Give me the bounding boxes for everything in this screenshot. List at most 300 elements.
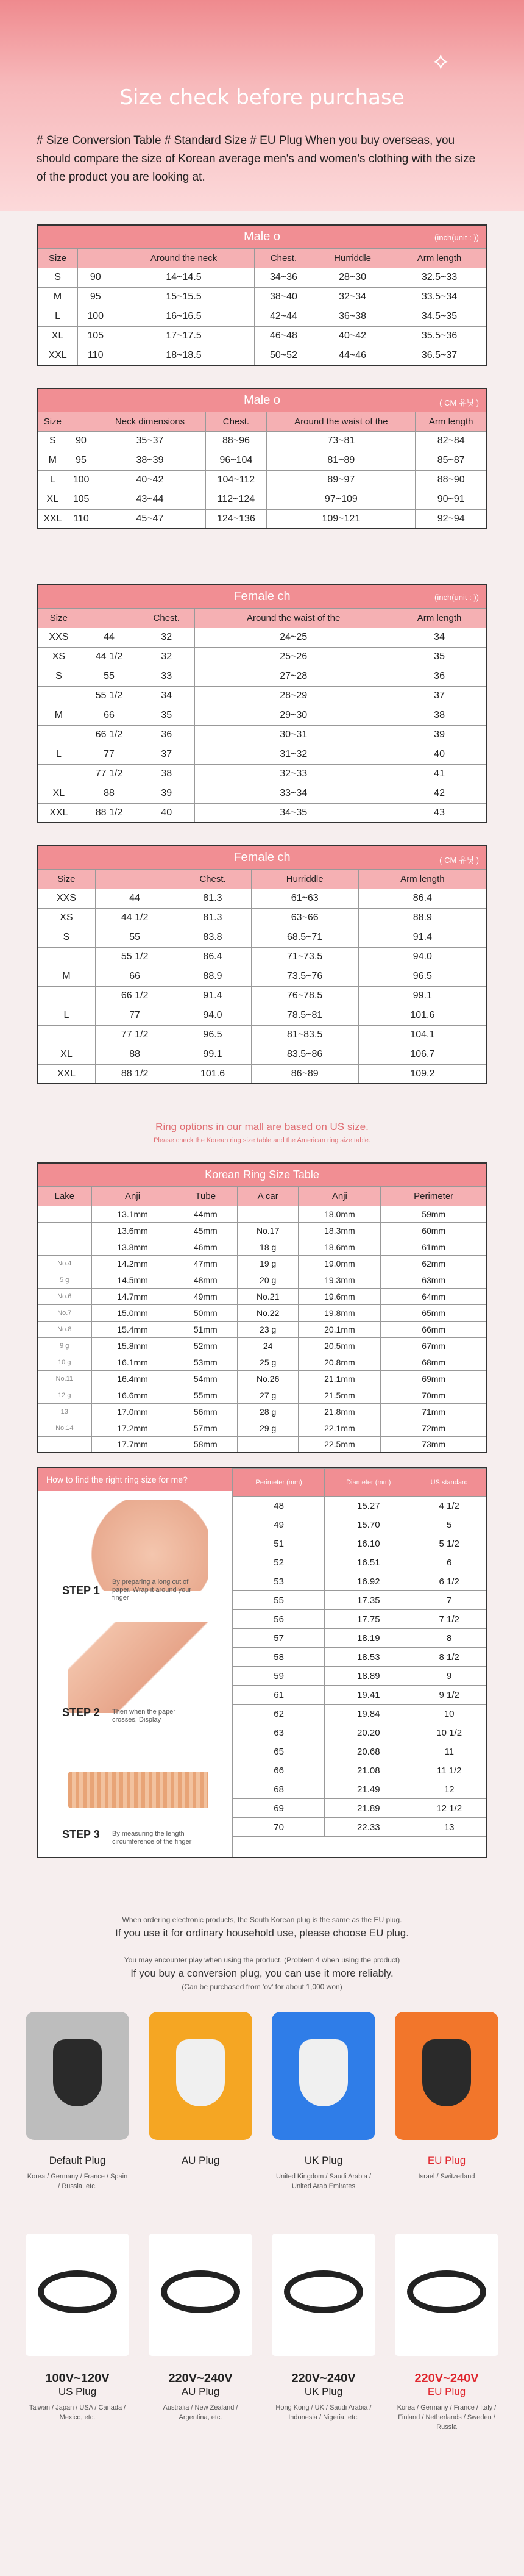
table-row [233, 1667, 486, 1686]
table-row [233, 1648, 486, 1667]
eu-plug-image [395, 2012, 498, 2140]
cable-card-us [26, 2234, 129, 2432]
table-cell: 73.5~76 [251, 967, 358, 986]
table-row [37, 1288, 487, 1304]
table-cell: 59mm [381, 1206, 487, 1222]
step-3 [38, 1735, 232, 1857]
table-row [233, 1534, 486, 1553]
uk-plug-image [272, 2012, 375, 2140]
table-cell: 28 g [237, 1403, 298, 1420]
table-cell: 55 1/2 [80, 686, 138, 706]
table-cell: 18.53 [325, 1648, 412, 1667]
table-cell: 90 [78, 268, 113, 287]
column-header: Neck dimensions [94, 412, 205, 431]
table-cell: 40 [138, 803, 195, 823]
column-header: Size [37, 412, 68, 431]
table-cell: 73~81 [267, 431, 416, 451]
table-cell: No.11 [37, 1370, 91, 1387]
table-cell: 101.6 [174, 1064, 251, 1084]
table-cell: 71~73.5 [251, 947, 358, 967]
cable-types [0, 2191, 524, 2432]
cable-name: US Plug [58, 2386, 97, 2397]
male-cm-table [37, 388, 487, 529]
plug-info [0, 1858, 524, 2012]
plug-icon [176, 2039, 225, 2106]
table-cell: 17.0mm [91, 1403, 174, 1420]
ring-intro [0, 1084, 524, 1156]
table-cell: 36 [138, 725, 195, 745]
table-cell: 9 [412, 1667, 486, 1686]
table-cell: 11 [412, 1742, 486, 1761]
table-cell: 16.51 [325, 1553, 412, 1572]
table-cell: 10 1/2 [412, 1723, 486, 1742]
cable-icon [284, 2270, 363, 2313]
plug-icon [53, 2039, 102, 2106]
table-cell: 85~87 [416, 451, 487, 470]
table-cell: 48mm [174, 1272, 237, 1288]
table-cell: 44 [80, 628, 138, 647]
table-cell: 15.4mm [91, 1321, 174, 1337]
table-row [37, 1255, 487, 1272]
header-row [37, 248, 487, 268]
cable-icon [161, 2270, 240, 2313]
au-plug-image [149, 2012, 252, 2140]
table-cell: 16.1mm [91, 1354, 174, 1370]
header-row [37, 1186, 487, 1206]
table-row [37, 287, 487, 307]
table-cell: 81~83.5 [251, 1025, 358, 1045]
table-cell: 10 [412, 1705, 486, 1723]
table-cell: 66 [95, 967, 174, 986]
table-cell: 66 [233, 1761, 325, 1780]
table-row [37, 1239, 487, 1255]
header-row [37, 608, 487, 628]
table-cell: 66mm [381, 1321, 487, 1337]
steps-panel [38, 1468, 233, 1857]
table-row [37, 764, 487, 784]
table-cell: 68mm [381, 1354, 487, 1370]
table-cell: XL [37, 1045, 95, 1064]
table-cell: 91.4 [358, 928, 487, 947]
plug-name: Default Plug [49, 2155, 106, 2166]
table-cell: L [37, 470, 68, 490]
table-cell: No.22 [237, 1304, 298, 1321]
table-row [233, 1723, 486, 1742]
table-cell: 46~48 [254, 326, 313, 346]
table-cell: 77 [80, 745, 138, 764]
finger-mark-image [68, 1622, 208, 1713]
table-row [233, 1705, 486, 1723]
female-inch-block [0, 529, 524, 823]
table-cell: 94.0 [174, 1006, 251, 1025]
table-cell: 81.3 [174, 889, 251, 908]
cable-name: UK Plug [304, 2386, 343, 2397]
table-cell: 78.5~81 [251, 1006, 358, 1025]
table-cell: 25~26 [195, 647, 392, 667]
cable-card-eu [395, 2234, 498, 2432]
table-cell [37, 725, 80, 745]
table-cell: 31~32 [195, 745, 392, 764]
table-cell: 70mm [381, 1387, 487, 1403]
table-row [37, 803, 487, 823]
table-cell: 34 [138, 686, 195, 706]
table-cell: 56 [233, 1610, 325, 1629]
table-cell: 23 g [237, 1321, 298, 1337]
table-cell: 72mm [381, 1420, 487, 1436]
table-cell: XXL [37, 803, 80, 823]
cable-countries: Taiwan / Japan / USA / Canada / Mexico, etc. [29, 2404, 126, 2421]
table-row [37, 1045, 487, 1064]
table-cell: 77 1/2 [95, 1025, 174, 1045]
table-cell: 15.0mm [91, 1304, 174, 1321]
table-cell: 17~17.5 [113, 326, 254, 346]
sparkle-icon: ✧ [430, 49, 451, 76]
table-cell: 36~38 [313, 307, 392, 326]
table-row [233, 1818, 486, 1837]
table-row [37, 1403, 487, 1420]
table-cell: 99.1 [174, 1045, 251, 1064]
table-cell: XXL [37, 509, 68, 529]
table-cell: 18.19 [325, 1629, 412, 1648]
table-cell: 66 [80, 706, 138, 725]
table-cell: No.14 [37, 1420, 91, 1436]
table-row [37, 307, 487, 326]
table-row [37, 346, 487, 365]
table-cell: 40 [392, 745, 487, 764]
plug-note: If you buy a conversion plug, you can use it more reliably. [130, 1967, 394, 1979]
table-row [37, 1025, 487, 1045]
table-title: Male o [243, 393, 281, 407]
column-header: Around the waist of the [195, 608, 392, 628]
table-cell: 34~35 [195, 803, 392, 823]
unit-label: ( CM 유닛 ) [439, 856, 479, 865]
table-cell: 34~36 [254, 268, 313, 287]
table-row [37, 1222, 487, 1239]
table-cell: 61 [233, 1686, 325, 1705]
table-cell: 82~84 [416, 431, 487, 451]
table-cell: No.6 [37, 1288, 91, 1304]
table-cell: No.8 [37, 1321, 91, 1337]
table-cell: 19.84 [325, 1705, 412, 1723]
table-cell: 88.9 [174, 967, 251, 986]
table-cell: 7 1/2 [412, 1610, 486, 1629]
default-plug-image [26, 2012, 129, 2140]
table-cell: 27~28 [195, 667, 392, 686]
column-header: Around the waist of the [267, 412, 416, 431]
column-header: Arm length [416, 412, 487, 431]
table-cell: 16.6mm [91, 1387, 174, 1403]
voltage: 100V~120V [45, 2372, 110, 2385]
column-header: Lake [37, 1186, 91, 1206]
table-cell: 14.2mm [91, 1255, 174, 1272]
table-cell: 18 g [237, 1239, 298, 1255]
table-cell: 21.08 [325, 1761, 412, 1780]
table-cell: 33~34 [195, 784, 392, 803]
table-cell: 15.70 [325, 1515, 412, 1534]
table-cell: 53mm [174, 1354, 237, 1370]
table-cell: 32~33 [195, 764, 392, 784]
column-header: Perimeter (mm) [233, 1469, 325, 1497]
table-cell: 44mm [174, 1206, 237, 1222]
table-cell: 25 g [237, 1354, 298, 1370]
column-header: Chest. [205, 412, 267, 431]
table-cell: XL [37, 490, 68, 509]
table-cell: 38 [392, 706, 487, 725]
table-cell [37, 1222, 91, 1239]
table-cell: 20.1mm [299, 1321, 381, 1337]
plug-note: When ordering electronic products, the South Korean plug is the same as the EU plug. [122, 1916, 402, 1924]
table-cell: 96.5 [174, 1025, 251, 1045]
cable-card-uk [272, 2234, 375, 2432]
table-cell: 18.3mm [299, 1222, 381, 1239]
plug-note: You may encounter play when using the product. (Problem 4 when using the product) [124, 1956, 400, 1964]
step-label: STEP 3 [62, 1828, 100, 1841]
table-cell: 68.5~71 [251, 928, 358, 947]
table-cell: 101.6 [358, 1006, 487, 1025]
table-cell: 18.89 [325, 1667, 412, 1686]
table-row [37, 1304, 487, 1321]
table-cell: 43~44 [94, 490, 205, 509]
female-inch-table [37, 584, 487, 823]
table-cell: M [37, 451, 68, 470]
ring-measure-section [37, 1467, 487, 1858]
table-cell: 40~42 [94, 470, 205, 490]
plug-card-au [149, 2012, 252, 2191]
table-cell: 110 [78, 346, 113, 365]
table-cell: 21.49 [325, 1780, 412, 1799]
table-cell: S [37, 268, 78, 287]
column-header: A car [237, 1186, 298, 1206]
table-cell: 11 1/2 [412, 1761, 486, 1780]
table-cell: S [37, 667, 80, 686]
table-cell: 36 [392, 667, 487, 686]
table-cell: L [37, 307, 78, 326]
table-cell: 17.2mm [91, 1420, 174, 1436]
table-cell: 29 g [237, 1420, 298, 1436]
table-cell: 9 g [37, 1337, 91, 1354]
table-cell: 124~136 [205, 509, 267, 529]
table-cell: 30~31 [195, 725, 392, 745]
table-cell: 17.35 [325, 1591, 412, 1610]
finger-wrap-image [68, 1500, 208, 1591]
table-cell: 105 [68, 490, 94, 509]
table-row [37, 1064, 487, 1084]
table-cell: 19.8mm [299, 1304, 381, 1321]
unit-label: ( CM 유닛 ) [439, 398, 479, 407]
column-header: Chest. [254, 248, 313, 268]
table-cell: 62mm [381, 1255, 487, 1272]
table-cell: 35 [392, 647, 487, 667]
cable-name: EU Plug [427, 2386, 466, 2397]
table-cell: 86.4 [174, 947, 251, 967]
table-row [37, 1354, 487, 1370]
table-cell: 38~40 [254, 287, 313, 307]
table-cell: 19.41 [325, 1686, 412, 1705]
column-header: Chest. [138, 608, 195, 628]
table-cell: 94.0 [358, 947, 487, 967]
table-row [37, 490, 487, 509]
table-cell [237, 1436, 298, 1453]
table-row [233, 1629, 486, 1648]
table-cell: 44~46 [313, 346, 392, 365]
column-header: Diameter (mm) [325, 1469, 412, 1497]
table-cell: 52 [233, 1553, 325, 1572]
table-row [37, 667, 487, 686]
table-row [37, 686, 487, 706]
table-row [233, 1515, 486, 1534]
step-label: STEP 2 [62, 1706, 100, 1719]
table-cell: L [37, 745, 80, 764]
header-row [37, 869, 487, 889]
table-cell: M [37, 706, 80, 725]
table-row [233, 1497, 486, 1515]
table-row [37, 1420, 487, 1436]
table-row [37, 647, 487, 667]
step-caption: By preparing a long cut of paper. Wrap it around your finger [112, 1578, 192, 1601]
table-row [37, 509, 487, 529]
table-cell: 52mm [174, 1337, 237, 1354]
table-cell: 7 [412, 1591, 486, 1610]
table-cell: 20 g [237, 1272, 298, 1288]
table-cell: 57mm [174, 1420, 237, 1436]
table-cell: 47mm [174, 1255, 237, 1272]
table-cell: No.7 [37, 1304, 91, 1321]
table-cell: 99.1 [358, 986, 487, 1006]
table-cell: 88~90 [416, 470, 487, 490]
table-cell: 50mm [174, 1304, 237, 1321]
table-cell: 49mm [174, 1288, 237, 1304]
table-cell: 38~39 [94, 451, 205, 470]
table-cell: XXL [37, 1064, 95, 1084]
table-cell [37, 1206, 91, 1222]
table-cell: 97~109 [267, 490, 416, 509]
plug-icon [422, 2039, 471, 2106]
table-cell: 37 [138, 745, 195, 764]
column-header: Size [37, 248, 78, 268]
table-cell: No.21 [237, 1288, 298, 1304]
table-cell: S [37, 928, 95, 947]
table-cell: 100 [68, 470, 94, 490]
plug-card-uk [272, 2012, 375, 2191]
table-row [37, 1436, 487, 1453]
table-cell: 36.5~37 [392, 346, 487, 365]
table-cell: 20.20 [325, 1723, 412, 1742]
table-row [37, 967, 487, 986]
table-cell: 22.33 [325, 1818, 412, 1837]
plug-note: (Can be purchased from 'ov' for about 1,000 won) [182, 1983, 342, 1991]
table-cell: 67mm [381, 1337, 487, 1354]
table-cell: 106.7 [358, 1045, 487, 1064]
table-cell: 61~63 [251, 889, 358, 908]
table-cell: 16.4mm [91, 1370, 174, 1387]
column-header: Anji [91, 1186, 174, 1206]
table-cell: 27 g [237, 1387, 298, 1403]
table-cell: 42~44 [254, 307, 313, 326]
table-cell: 88 1/2 [80, 803, 138, 823]
table-cell: No.26 [237, 1370, 298, 1387]
us-cable-image [26, 2234, 129, 2356]
table-cell: XXS [37, 628, 80, 647]
table-cell: 39 [138, 784, 195, 803]
column-header: Anji [299, 1186, 381, 1206]
cable-countries: Australia / New Zealand / Argentina, etc. [163, 2404, 238, 2421]
step-caption: By measuring the length circumference of the finger [112, 1830, 192, 1845]
table-cell: 88~96 [205, 431, 267, 451]
table-cell: 13 [412, 1818, 486, 1837]
table-cell: 92~94 [416, 509, 487, 529]
table-row [37, 928, 487, 947]
table-row [233, 1553, 486, 1572]
table-cell: 19.0mm [299, 1255, 381, 1272]
cable-name: AU Plug [181, 2386, 220, 2397]
table-cell: S [37, 431, 68, 451]
ring-intro-line: Ring options in our mall are based on US size. [155, 1121, 369, 1132]
table-cell: 32 [138, 647, 195, 667]
table-cell: 21.5mm [299, 1387, 381, 1403]
table-cell: XL [37, 784, 80, 803]
female-cm-block [0, 823, 524, 1084]
table-cell [37, 686, 80, 706]
table-cell: No.4 [37, 1255, 91, 1272]
table-cell: 104~112 [205, 470, 267, 490]
table-cell: 63 [233, 1723, 325, 1742]
table-cell: 17.7mm [91, 1436, 174, 1453]
column-header [68, 412, 94, 431]
table-cell: 89~97 [267, 470, 416, 490]
table-cell: 61mm [381, 1239, 487, 1255]
table-cell: 21.8mm [299, 1403, 381, 1420]
table-cell: 81~89 [267, 451, 416, 470]
step-2 [38, 1613, 232, 1735]
column-header: Chest. [174, 869, 251, 889]
table-cell: 24 [237, 1337, 298, 1354]
table-cell: 42 [392, 784, 487, 803]
table-cell: 45~47 [94, 509, 205, 529]
table-cell: 16~16.5 [113, 307, 254, 326]
column-header: Around the neck [113, 248, 254, 268]
table-cell: 88 [95, 1045, 174, 1064]
table-cell: 96~104 [205, 451, 267, 470]
table-row [233, 1572, 486, 1591]
table-cell [37, 1239, 91, 1255]
table-cell: 70 [233, 1818, 325, 1837]
au-cable-image [149, 2234, 252, 2356]
cable-icon [38, 2270, 117, 2313]
table-cell: 55 [80, 667, 138, 686]
table-row [37, 326, 487, 346]
table-cell: 44 1/2 [95, 908, 174, 928]
table-row [233, 1742, 486, 1761]
table-cell: 6 1/2 [412, 1572, 486, 1591]
table-title: Korean Ring Size Table [205, 1168, 319, 1181]
table-row [37, 1321, 487, 1337]
table-cell: 66 1/2 [95, 986, 174, 1006]
us-ring-table [233, 1468, 486, 1837]
table-cell [37, 1025, 95, 1045]
table-cell: 9 1/2 [412, 1686, 486, 1705]
table-cell: 12 1/2 [412, 1799, 486, 1818]
table-title: Female ch [233, 850, 291, 864]
table-cell: 69 [233, 1799, 325, 1818]
table-cell: 49 [233, 1515, 325, 1534]
header-row [233, 1469, 486, 1497]
column-header: US standard [412, 1469, 486, 1497]
table-cell: 37 [392, 686, 487, 706]
table-cell [237, 1206, 298, 1222]
table-cell: 29~30 [195, 706, 392, 725]
table-row [37, 1370, 487, 1387]
cable-countries: Korea / Germany / France / Italy / Finland / Netherlands / Sweden / Russia [397, 2404, 497, 2431]
